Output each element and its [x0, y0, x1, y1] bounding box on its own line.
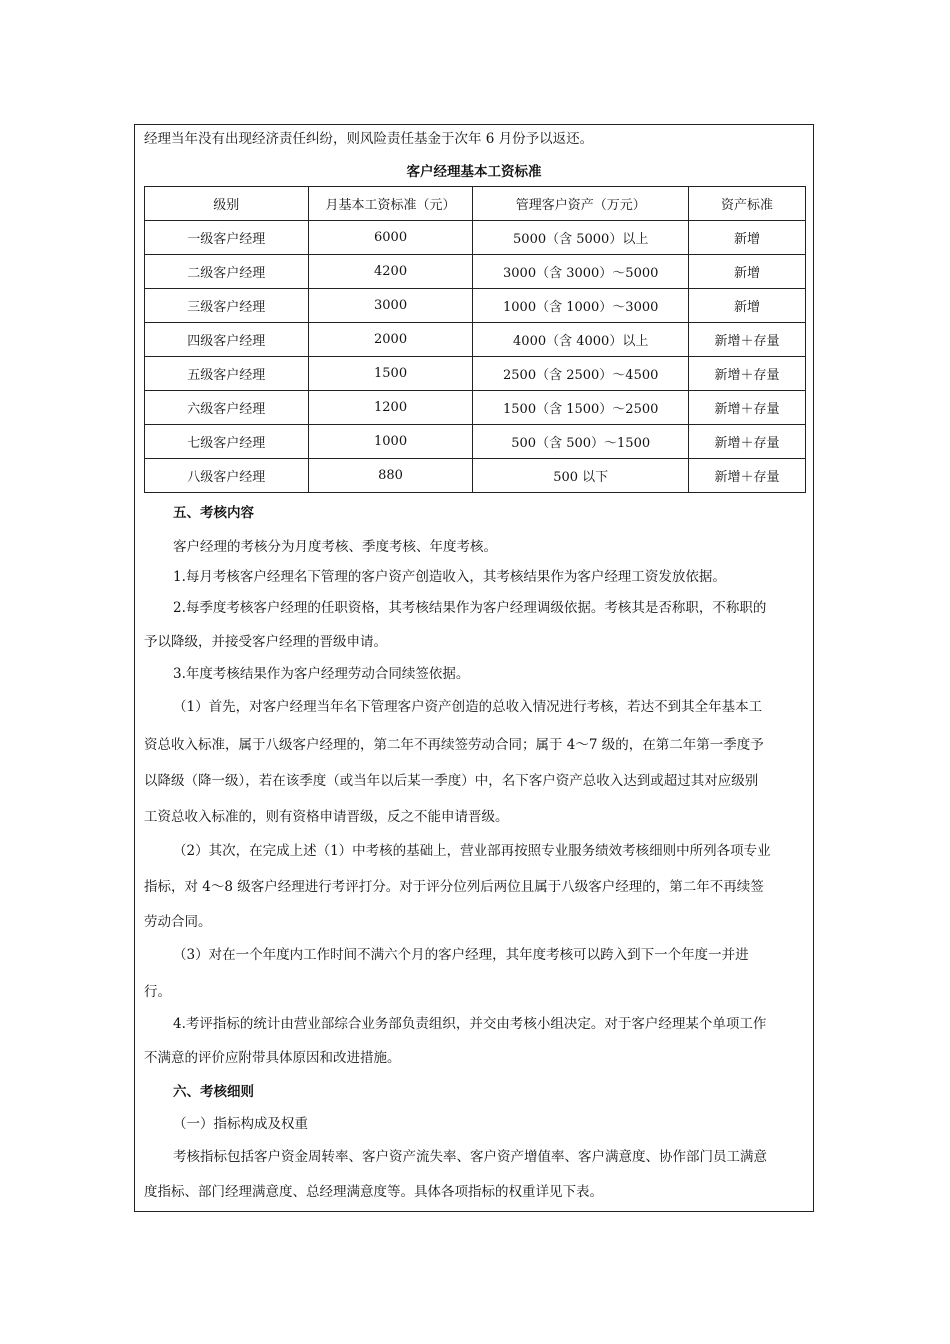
- paragraph: （3）对在一个年度内工作时间不满六个月的客户经理，其年度考核可以跨入到下一个年度一并进: [173, 947, 749, 963]
- table-cell: 六级客户经理: [145, 391, 309, 425]
- paragraph: （1）首先，对客户经理当年名下管理客户资产创造的总收入情况进行考核，若达不到其全年基本工: [173, 699, 763, 715]
- section5-heading: 五、考核内容: [173, 505, 254, 521]
- paragraph: （2）其次，在完成上述（1）中考核的基础上，营业部再按照专业服务绩效考核细则中所列各项专业: [173, 843, 771, 859]
- table-row: [145, 289, 806, 323]
- table-cell: 新增: [688, 221, 805, 255]
- table-cell: 6000: [308, 221, 473, 255]
- table-cell: 500 以下: [473, 459, 688, 493]
- table-cell: 新增＋存量: [688, 323, 805, 357]
- table-cell: 3000（含 3000）～5000: [473, 255, 688, 289]
- table-cell: 1200: [308, 391, 473, 425]
- paragraph: 度指标、部门经理满意度、总经理满意度等。具体各项指标的权重详见下表。: [144, 1184, 603, 1200]
- table-cell: 1000（含 1000）～3000: [473, 289, 688, 323]
- paragraph: 行。: [144, 984, 171, 1000]
- table-cell: 880: [308, 459, 473, 493]
- table-cell: 1000: [308, 425, 473, 459]
- table-cell: 四级客户经理: [145, 323, 309, 357]
- subheading: （一）指标构成及权重: [173, 1116, 308, 1132]
- table-cell: 1500: [308, 357, 473, 391]
- table-cell: 2500（含 2500）～4500: [473, 357, 688, 391]
- paragraph: 工资总收入标准的，则有资格申请晋级，反之不能申请晋级。: [144, 809, 509, 825]
- header-cell: 管理客户资产（万元）: [473, 187, 688, 221]
- table-cell: 八级客户经理: [145, 459, 309, 493]
- table-cell: 新增＋存量: [688, 357, 805, 391]
- table-cell: 4000（含 4000）以上: [473, 323, 688, 357]
- paragraph: 1.每月考核客户经理名下管理的客户资产创造收入，其考核结果作为客户经理工资发放依据。: [173, 569, 726, 585]
- paragraph: 4.考评指标的统计由营业部综合业务部负责组织，并交由考核小组决定。对于客户经理某个单项工作: [173, 1016, 767, 1032]
- table-cell: 1500（含 1500）～2500: [473, 391, 688, 425]
- table-row: [145, 459, 806, 493]
- table-cell: 三级客户经理: [145, 289, 309, 323]
- table-row: [145, 221, 806, 255]
- table-cell: 新增: [688, 289, 805, 323]
- table-cell: 五级客户经理: [145, 357, 309, 391]
- paragraph: 不满意的评价应附带具体原因和改进措施。: [144, 1050, 401, 1066]
- table-header-row: [145, 187, 806, 221]
- section6-heading: 六、考核细则: [173, 1084, 254, 1100]
- paragraph: 劳动合同。: [144, 914, 212, 930]
- table-row: [145, 255, 806, 289]
- table-caption: 客户经理基本工资标准: [406, 164, 542, 180]
- header-cell: 资产标准: [688, 187, 805, 221]
- paragraph: 客户经理的考核分为月度考核、季度考核、年度考核。: [173, 539, 497, 555]
- table-cell: 500（含 500）～1500: [473, 425, 688, 459]
- table-cell: 一级客户经理: [145, 221, 309, 255]
- table-cell: 5000（含 5000）以上: [473, 221, 688, 255]
- paragraph: 考核指标包括客户资金周转率、客户资产流失率、客户资产增值率、客户满意度、协作部门员工满意: [173, 1149, 767, 1165]
- table-cell: 新增: [688, 255, 805, 289]
- paragraph: 指标，对 4～8 级客户经理进行考评打分。对于评分位列后两位且属于八级客户经理的，第二年不再续签: [144, 879, 764, 895]
- table-cell: 七级客户经理: [145, 425, 309, 459]
- table-cell: 4200: [308, 255, 473, 289]
- header-cell: 级别: [145, 187, 309, 221]
- table-cell: 新增＋存量: [688, 425, 805, 459]
- table-row: [145, 425, 806, 459]
- paragraph: 2.每季度考核客户经理的任职资格，其考核结果作为客户经理调级依据。考核其是否称职，不称职的: [173, 600, 767, 616]
- table-row: [145, 391, 806, 425]
- header-cell: 月基本工资标准（元）: [308, 187, 473, 221]
- paragraph: 资总收入标准，属于八级客户经理的，第二年不再续签劳动合同；属于 4～7 级的，在第二年第一季度予: [144, 737, 764, 753]
- table-cell: 新增＋存量: [688, 459, 805, 493]
- table-cell: 2000: [308, 323, 473, 357]
- salary-table: [144, 186, 806, 493]
- paragraph: 以降级（降一级），若在该季度（或当年以后某一季度）中，名下客户资产总收入达到或超过其对应级别: [144, 773, 759, 789]
- table-cell: 二级客户经理: [145, 255, 309, 289]
- intro-line: 经理当年没有出现经济责任纠纷，则风险责任基金于次年 6 月份予以返还。: [144, 131, 594, 147]
- table-row: [145, 323, 806, 357]
- table-row: [145, 357, 806, 391]
- paragraph: 予以降级，并接受客户经理的晋级申请。: [144, 634, 387, 650]
- table-cell: 新增＋存量: [688, 391, 805, 425]
- paragraph: 3.年度考核结果作为客户经理劳动合同续签依据。: [173, 666, 470, 682]
- table-cell: 3000: [308, 289, 473, 323]
